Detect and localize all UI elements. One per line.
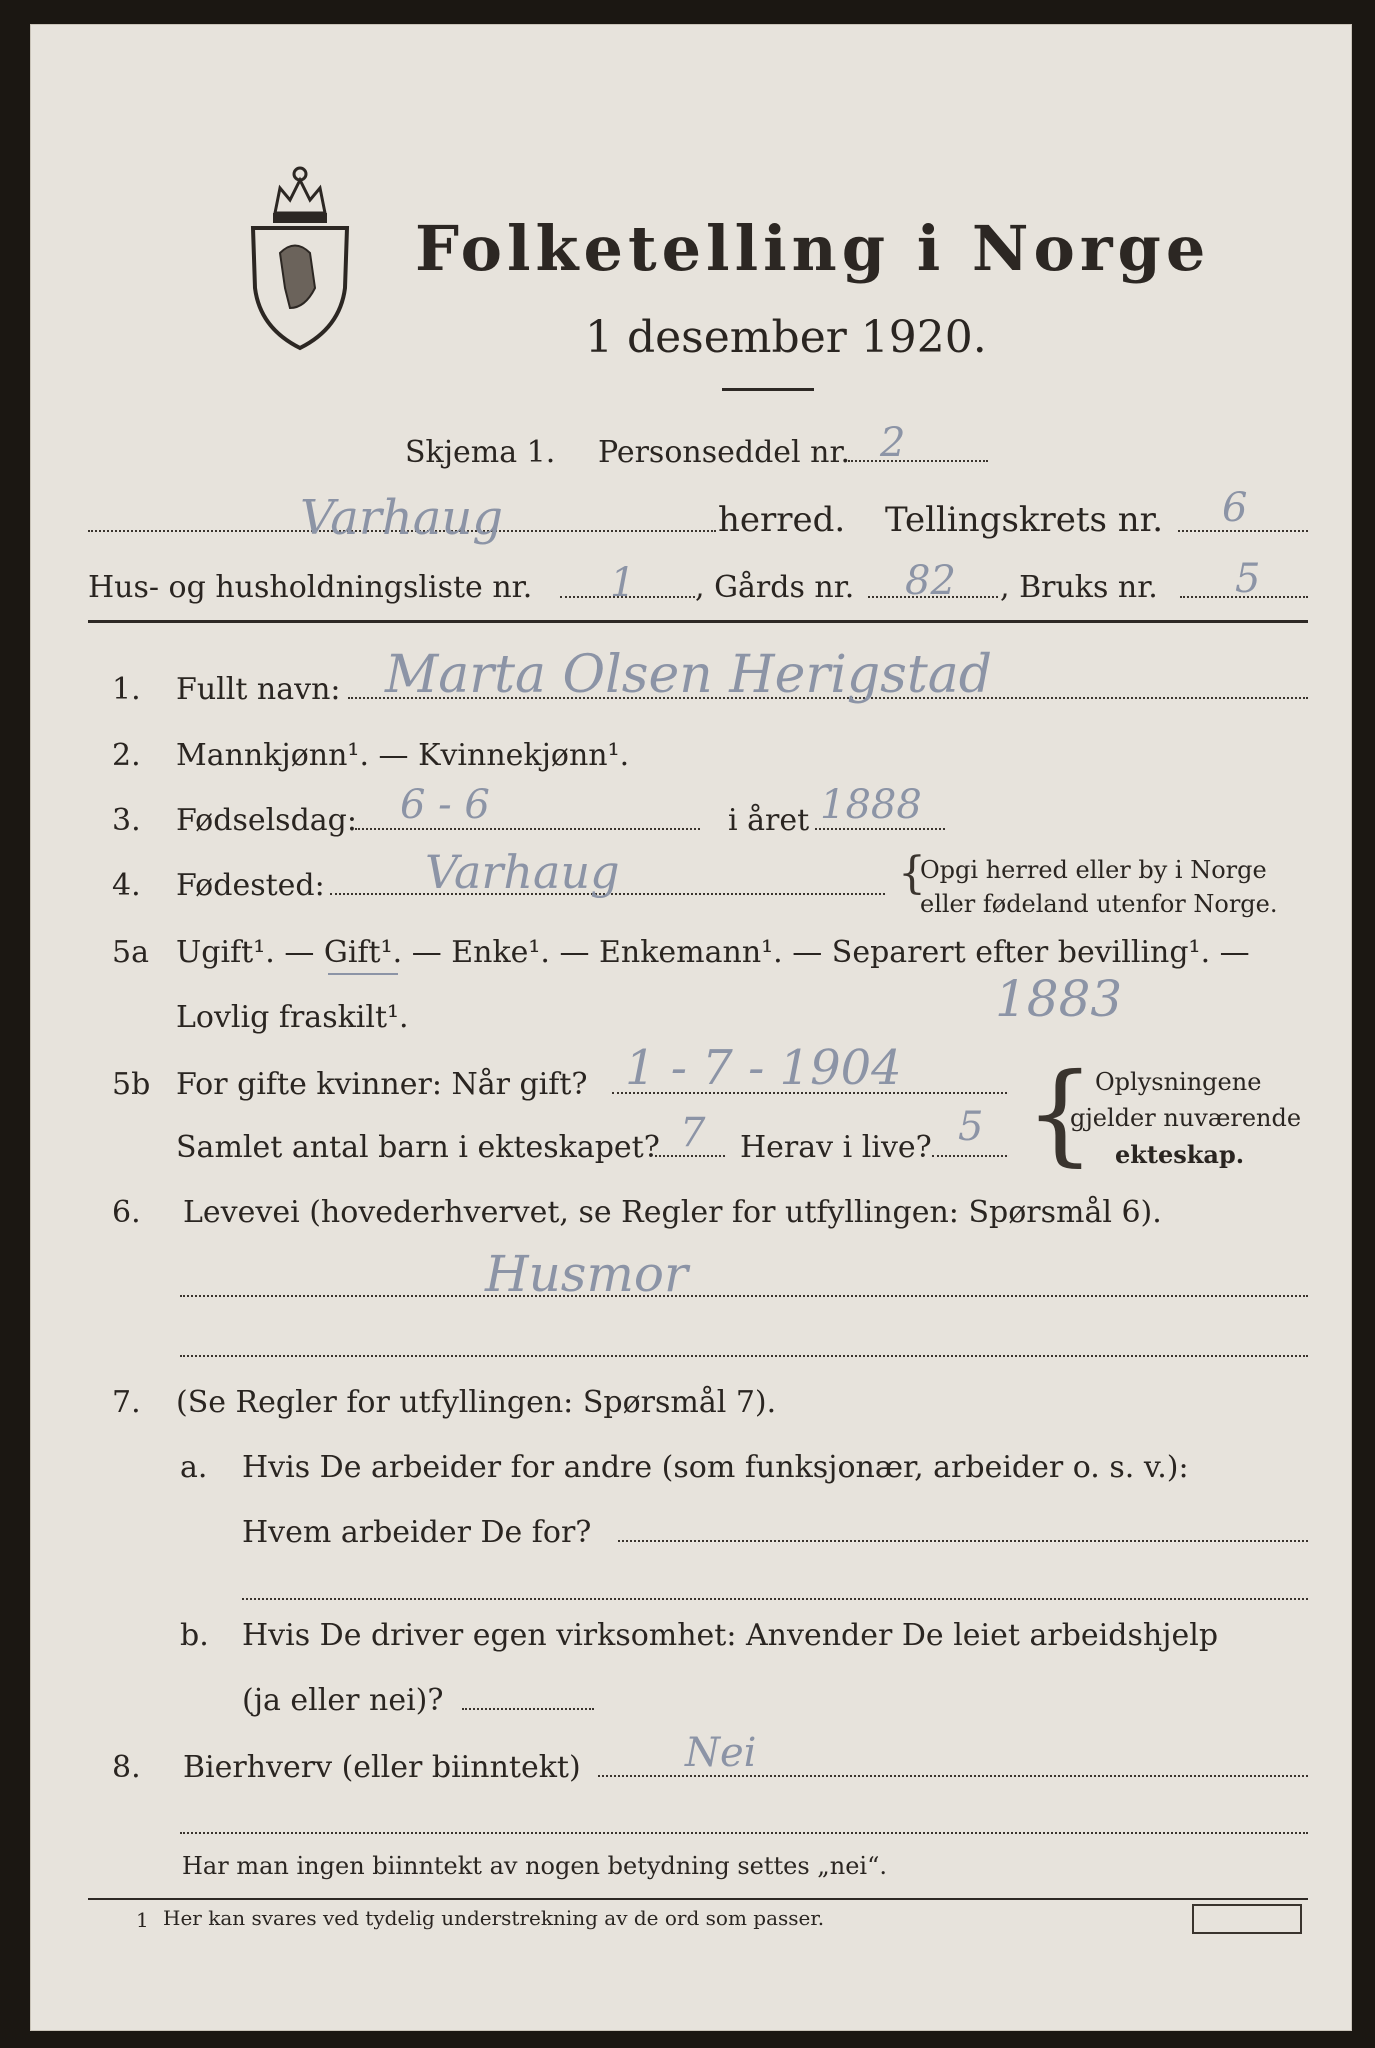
q5a-extra: 1883: [995, 970, 1123, 1028]
q1-label: Fullt navn:: [176, 672, 341, 707]
footnote-text: Her kan svares ved tydelig understrekning av de ord som passer.: [163, 1906, 825, 1930]
q4-note-1: Opgi herred eller by i Norge: [920, 856, 1267, 884]
q3-value: 6 - 6: [400, 782, 490, 828]
q8-value: Nei: [685, 1730, 757, 1776]
q6-line-1[interactable]: [180, 1295, 1308, 1297]
q7a-line2: Hvem arbeider De for?: [242, 1515, 592, 1550]
q1-value: Marta Olsen Herigstad: [385, 645, 993, 705]
title-divider: [722, 388, 814, 391]
q5b-note-2: gjelder nuværende: [1070, 1104, 1302, 1132]
q8-line-2[interactable]: [180, 1832, 1308, 1834]
q6-label: Levevei (hovederhvervet, se Regler for utfyllingen: Spørsmål 6).: [183, 1195, 1162, 1230]
personseddel-label: Personseddel nr.: [598, 435, 851, 470]
q4-brace: {: [898, 848, 926, 899]
q3-year-line[interactable]: [815, 828, 945, 830]
q8-number: 8.: [112, 1750, 141, 1785]
q7b-line1: Hvis De driver egen virksomhet: Anvender De leiet arbeidshjelp: [242, 1618, 1219, 1653]
q5b-line1: For gifte kvinner: Når gift?: [176, 1067, 588, 1102]
q5b-note-3: ekteskap.: [1115, 1140, 1245, 1169]
printer-stamp: [1192, 1904, 1302, 1934]
q3-line[interactable]: [355, 828, 700, 830]
q6-number: 6.: [112, 1195, 141, 1230]
q5b-note-1: Oplysningene: [1095, 1068, 1262, 1096]
personseddel-line[interactable]: [848, 460, 988, 462]
q7b-line2: (ja eller nei)?: [242, 1683, 444, 1718]
q3-number: 3.: [112, 803, 141, 838]
q4-note-2: eller fødeland utenfor Norge.: [920, 890, 1278, 918]
herred-label: herred.: [718, 500, 846, 540]
q4-number: 4.: [112, 868, 141, 903]
herred-value: Varhaug: [300, 490, 503, 546]
hus-label: Hus- og husholdningsliste nr.: [88, 570, 533, 605]
q7b-number: b.: [180, 1618, 209, 1653]
q7-number: 7.: [112, 1385, 141, 1420]
q7a-line1: Hvis De arbeider for andre (som funksjonær, arbeider o. s. v.):: [242, 1450, 1189, 1485]
hus-value: 1: [610, 560, 636, 606]
q6-line-2[interactable]: [180, 1355, 1308, 1357]
q1-number: 1.: [112, 672, 141, 707]
q5b-alive-line[interactable]: [932, 1155, 1007, 1157]
q5b-married-value: 1 - 7 - 1904: [625, 1040, 902, 1096]
census-date: 1 desember 1920.: [585, 312, 987, 363]
q5b-line2: Samlet antal barn i ekteskapet?: [176, 1130, 660, 1165]
q5b-brace: {: [1025, 1049, 1095, 1177]
q7b-answer-line[interactable]: [462, 1708, 594, 1710]
q3-year-label: i året: [728, 803, 810, 838]
personseddel-value: 2: [880, 420, 906, 466]
q4-label: Fødested:: [176, 868, 325, 903]
q5b-children-value: 7: [680, 1110, 706, 1156]
q4-value: Varhaug: [425, 845, 620, 899]
q8-label: Bierhverv (eller biinntekt): [183, 1750, 581, 1785]
q2-label: Mannkjønn¹. — Kvinnekjønn¹.: [176, 738, 630, 773]
footer-rule: [88, 1898, 1308, 1900]
q5b-number: 5b: [112, 1067, 151, 1102]
gards-label: , Gårds nr.: [695, 570, 855, 605]
footnote-number: 1: [136, 1908, 149, 1932]
q7-label: (Se Regler for utfyllingen: Spørsmål 7).: [176, 1385, 777, 1420]
gards-value: 82: [905, 558, 956, 604]
q7a-number: a.: [180, 1450, 208, 1485]
q5b-alive-label: Herav i live?: [740, 1130, 932, 1165]
q7a-line-2[interactable]: [242, 1598, 1308, 1600]
q5b-alive-value: 5: [958, 1104, 984, 1150]
q7a-line-1[interactable]: [618, 1540, 1308, 1542]
q6-value: Husmor: [485, 1245, 688, 1303]
q3-year-value: 1888: [820, 782, 922, 828]
tellingskrets-label: Tellingskrets nr.: [885, 500, 1164, 540]
q2-number: 2.: [112, 738, 141, 773]
tellingskrets-value: 6: [1222, 485, 1248, 531]
q3-label: Fødselsdag:: [176, 803, 357, 838]
skjema-label: Skjema 1.: [405, 435, 556, 470]
q5a-line2: Lovlig fraskilt¹.: [176, 1000, 409, 1035]
bruks-value: 5: [1235, 556, 1261, 602]
q5a-line1: Ugift¹. — Gift¹. — Enke¹. — Enkemann¹. — Separert efter bevilling¹. —: [176, 935, 1250, 970]
header-rule: [88, 620, 1308, 623]
gift-underline: [328, 973, 398, 975]
bruks-label: , Bruks nr.: [1000, 570, 1158, 605]
q5a-number: 5a: [112, 935, 149, 970]
norwegian-coat-of-arms-icon: [245, 158, 355, 353]
q8-note: Har man ingen biinntekt av nogen betydning settes „nei“.: [182, 1852, 887, 1880]
form-title: Folketelling i Norge: [415, 212, 1211, 285]
